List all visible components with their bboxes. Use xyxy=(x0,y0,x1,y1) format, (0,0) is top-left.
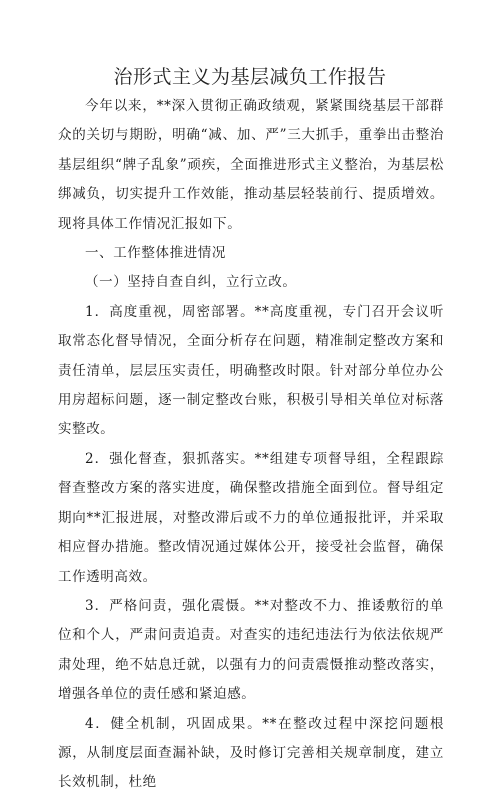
document-title: 治形式主义为基层减负工作报告 xyxy=(113,66,387,88)
document-body xyxy=(58,92,444,798)
item-1-paragraph: 1．高度重视，周密部署。**高度重视，专门召开会议听取常态化督导情况，全面分析存在问题，精准制定整改方案和责任清单，层层压实责任，明确整改时限。针对部分单位办公用房超标问题，逐一制定整改台账，积极引导相关单位对标落实整改。 xyxy=(58,303,444,438)
subsection-heading: （一）坚持自查自纠，立行立改。 xyxy=(85,274,297,291)
section-heading: 一、工作整体推进情况 xyxy=(85,245,226,262)
item-3-paragraph: 3．严格问责，强化震慑。**对整改不力、推诿敷衍的单位和个人，严肃问责追责。对查实的违纪违法行为依法依规严肃处理，绝不姑息迁就，以强有力的问责震慑推动整改落实，增强各单位的责任感和紧迫感。 xyxy=(58,597,444,703)
item-4-paragraph: 4．健全机制，巩固成果。**在整改过程中深挖问题根源，从制度层面查漏补缺，及时修订完善相关规章制度，建立长效机制，杜绝 xyxy=(58,715,444,791)
intro-paragraph: 今年以来，**深入贯彻正确政绩观，紧紧围绕基层干部群众的关切与期盼，明确“减、加、严”三大抓手，重拳出击整治基层组织“牌子乱象”顽疾，全面推进形式主义整治，为基层松绑减负，切实提升工作效能，推动基层轻装前行、提质增效。现将具体工作情况汇报如下。 xyxy=(58,98,444,232)
item-2-paragraph: 2．强化督查，狠抓落实。**组建专项督导组，全程跟踪督查整改方案的落实进度，确保整改措施全面到位。督导组定期向**汇报进展，对整改滞后或不力的单位通报批评，并采取相应督办措施。整改情况通过媒体公开，接受社会监督，确保工作透明高效。 xyxy=(58,450,444,585)
